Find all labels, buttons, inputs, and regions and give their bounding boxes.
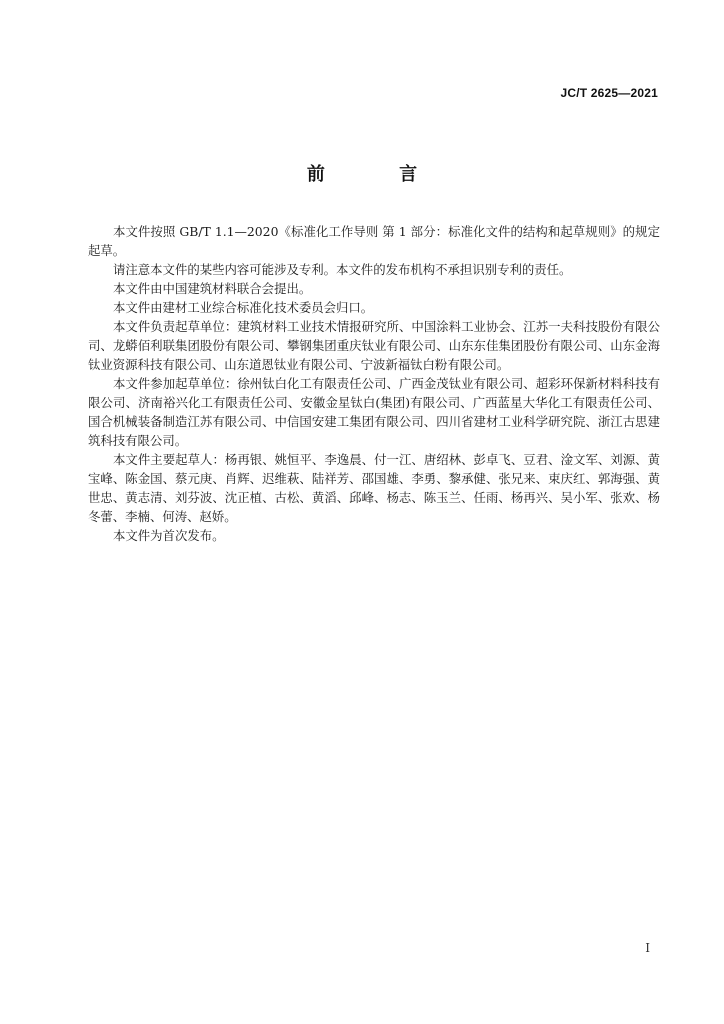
paragraph-first-release: 本文件为首次发布。 xyxy=(113,528,225,543)
foreword-body xyxy=(88,222,660,545)
paragraph-proposer: 本文件由中国建筑材料联合会提出。 xyxy=(113,281,312,296)
page-title: 前 言 xyxy=(306,164,452,185)
paragraph-patent-notice: 请注意本文件的某些内容可能涉及专利。本文件的发布机构不承担识别专利的责任。 xyxy=(113,262,572,277)
paragraph-committee: 本文件由建材工业综合标准化技术委员会归口。 xyxy=(113,300,374,315)
paragraph-main-drafters: 本文件主要起草人：杨再银、姚恒平、李逸晨、付一江、唐绍林、彭卓飞、豆君、淦文军、刘源、黄宝峰、陈金国、蔡元庚、肖辉、迟维萩、陆祥芳、邵国雄、李勇、黎承健、张兄来、束庆红、郭海强、黄世忠、黄志清、刘芬波、沈正植、古松、黄滔、邱峰、杨志、陈玉兰、任雨、杨再兴、吴小军、张欢、杨冬蕾、李楠、何涛、赵娇。 xyxy=(88,452,660,524)
paragraph-participating-drafters: 本文件参加起草单位：徐州钛白化工有限责任公司、广西金茂钛业有限公司、超彩环保新材料科技有限公司、济南裕兴化工有限责任公司、安徽金星钛白(集团)有限公司、广西蓝星大华化工有限责任公司、国合机械装备制造江苏有限公司、中信国安建工集团有限公司、四川省建材工业科学研究院、浙江古思建筑科技有限公司。 xyxy=(88,376,660,448)
paragraph-drafting-basis: 本文件按照 GB/T 1.1—2020《标准化工作导则 第 1 部分：标准化文件的结构和起草规则》的规定起草。 xyxy=(88,224,660,258)
paragraph-lead-drafters: 本文件负责起草单位：建筑材料工业技术情报研究所、中国涂料工业协会、江苏一夫科技股份有限公司、龙蟒佰利联集团股份有限公司、攀钢集团重庆钛业有限公司、山东东佳集团股份有限公司、山东金海钛业资源科技有限公司、山东道恩钛业有限公司、宁波新福钛白粉有限公司。 xyxy=(88,319,660,372)
standard-code: JC/T 2625—2021 xyxy=(560,86,658,100)
page-number: I xyxy=(645,941,650,955)
